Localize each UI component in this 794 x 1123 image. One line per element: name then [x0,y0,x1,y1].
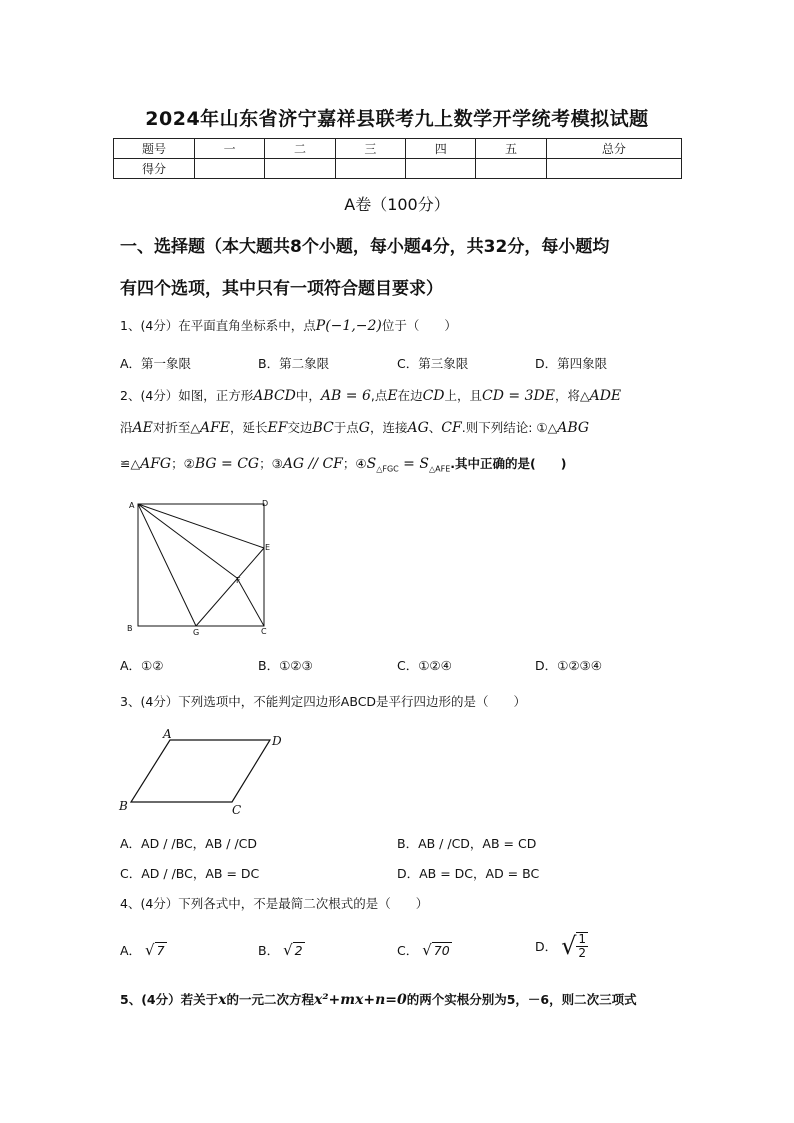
score-header-cell: 题号 [114,139,195,159]
q3-option-c[interactable]: C．AD / /BC，AB = DC [120,866,260,881]
question-1 [120,316,690,336]
math: AE [132,420,153,436]
q4-option-a[interactable] [120,941,167,959]
segment-ae [138,504,264,548]
score-header-cell: 二 [265,139,335,159]
option-letter: C． [397,943,419,958]
section-a-title: A卷（100分） [344,195,450,214]
math-sub: △FGC [376,464,399,474]
text: ≌△ [120,456,141,471]
label-d: D [262,499,269,508]
square-abcd [138,504,264,626]
math: G [358,420,370,436]
text: ，延长 [230,420,268,435]
option-letter: A． [120,943,142,958]
score-header-cell: 总分 [546,139,681,159]
math: CF [441,420,462,436]
text: 沿 [120,420,133,435]
math: S [366,456,377,472]
q1-suffix: 位于（ ） [381,318,457,333]
score-row-label: 得分 [114,159,195,179]
question-4: 4、(4分）下列各式中，不是最简二次根式的是（ ） [120,896,429,911]
text: 于点 [333,420,359,435]
text: .则下列结论: ①△ [461,420,558,435]
score-header-cell: 四 [406,139,476,159]
text: ；② [171,456,195,471]
score-cell[interactable] [476,159,546,179]
text: 2、(4分）如图，正方形 [120,388,254,403]
text: ；④ [342,456,367,471]
q1-option-b[interactable]: B．第二象限 [258,356,330,371]
label-d: D [272,734,282,748]
q4-option-c[interactable] [397,941,452,959]
question-3: 3、(4分）下列选项中，不能判定四边形ABCD是平行四边形的是（ ） [120,694,527,709]
q2-option-b[interactable]: B．①②③ [258,658,313,673]
parallelogram-abcd [131,740,270,802]
q1-option-c[interactable]: C．第三象限 [397,356,469,371]
text: ；③ [259,456,283,471]
score-cell[interactable] [546,159,681,179]
math: = [398,456,420,472]
q1-option-a[interactable]: A．第一象限 [120,356,192,371]
fraction [576,932,588,960]
radicand: 2 [294,943,303,958]
math: AG // CF [282,456,343,472]
text: 在边 [397,388,423,403]
text: 中， [295,388,321,403]
text: 5、(4分）若关于 [120,992,219,1007]
question-5 [120,990,690,1010]
score-cell[interactable] [265,159,335,179]
text: 的两个实根分别为5，－6，则二次三项式 [406,992,637,1007]
text: 上，且 [444,388,483,403]
segment-ag [138,504,196,626]
radicand: 70 [433,943,450,958]
math-sub: △AFE [428,464,451,474]
segment-af [138,504,237,578]
q1-point: P(−1,−2) [315,318,382,334]
score-cell[interactable] [195,159,265,179]
q3-option-a[interactable]: A．AD / /BC，AB / /CD [120,836,258,851]
q3-parallelogram-figure [114,728,294,818]
math: CD = 3DE [482,388,555,404]
math: ABCD [253,388,296,404]
sqrt-icon: √ [422,941,432,959]
math: ADE [589,388,622,404]
sqrt-icon: √ [283,941,293,959]
question-2-line1 [120,386,690,406]
exam-title: 2024年山东省济宁嘉祥县联考九上数学开学统考模拟试题 [145,108,649,130]
part1-title-line2: 有四个选项，其中只有一项符合题目要求） [120,279,443,299]
q2-square-figure [120,492,280,642]
q2-option-a[interactable]: A．①② [120,658,164,673]
text: 交边 [287,420,313,435]
score-header-cell: 一 [195,139,265,159]
label-c: C [261,627,267,636]
option-letter: B． [258,943,280,958]
option-letter: D． [535,939,558,954]
math: EF [267,420,288,436]
math: S [419,456,429,472]
q3-option-b[interactable]: B．AB / /CD，AB = CD [397,836,537,851]
text: ，连接 [369,420,408,435]
label-b: B [119,799,128,813]
q2-option-d[interactable]: D．①②③④ [535,658,602,673]
radicand: 7 [156,943,165,958]
question-2-line2 [120,418,690,438]
text: 、 [428,420,442,435]
label-g: G [193,628,200,637]
segment-fc [237,578,264,626]
score-header-cell: 三 [335,139,405,159]
sqrt-icon: √ [561,932,577,960]
question-2-line3 [120,454,690,480]
part1-title-line1: 一、选择题（本大题共8个小题，每小题4分，共32分，每小题均 [120,237,610,257]
math: x²+mx+n=0 [313,992,407,1008]
text: 对折至△ [152,420,200,435]
label-b: B [127,624,133,633]
segment-eg [196,548,264,626]
math: BC [312,420,334,436]
score-cell[interactable] [335,159,405,179]
math: CD [422,388,445,404]
sqrt-icon: √ [145,941,155,959]
label-a: A [129,501,135,510]
score-header-cell: 五 [476,139,546,159]
math: AFE [199,420,231,436]
q3-option-d[interactable]: D．AB = DC，AD = BC [397,866,540,881]
math: AB = 6 [320,388,371,404]
math: AG [407,420,429,436]
text: ,点 [370,388,388,403]
numerator: 1 [578,932,587,946]
label-c: C [232,803,242,817]
text: ，将△ [554,388,590,403]
denominator: 2 [578,946,587,960]
score-table-value-row [114,159,682,179]
math: E [387,388,398,404]
label-f: F [236,576,241,585]
q4-option-b[interactable] [258,941,305,959]
score-table [113,138,682,179]
score-cell[interactable] [406,159,476,179]
score-table-header-row [114,139,682,159]
q1-option-d[interactable]: D．第四象限 [535,356,608,371]
q2-option-c[interactable]: C．①②④ [397,658,452,673]
math: ABG [557,420,590,436]
math: x [218,992,227,1008]
math: AFG [140,456,172,472]
label-e: E [265,543,271,552]
text: .其中正确的是( ) [450,456,567,471]
math: BG = CG [194,456,260,472]
q4-option-d[interactable] [535,932,588,960]
q1-prefix: 1、(4分）在平面直角坐标系中，点 [120,318,316,333]
text: 的一元二次方程 [226,992,314,1007]
label-a: A [163,728,172,741]
